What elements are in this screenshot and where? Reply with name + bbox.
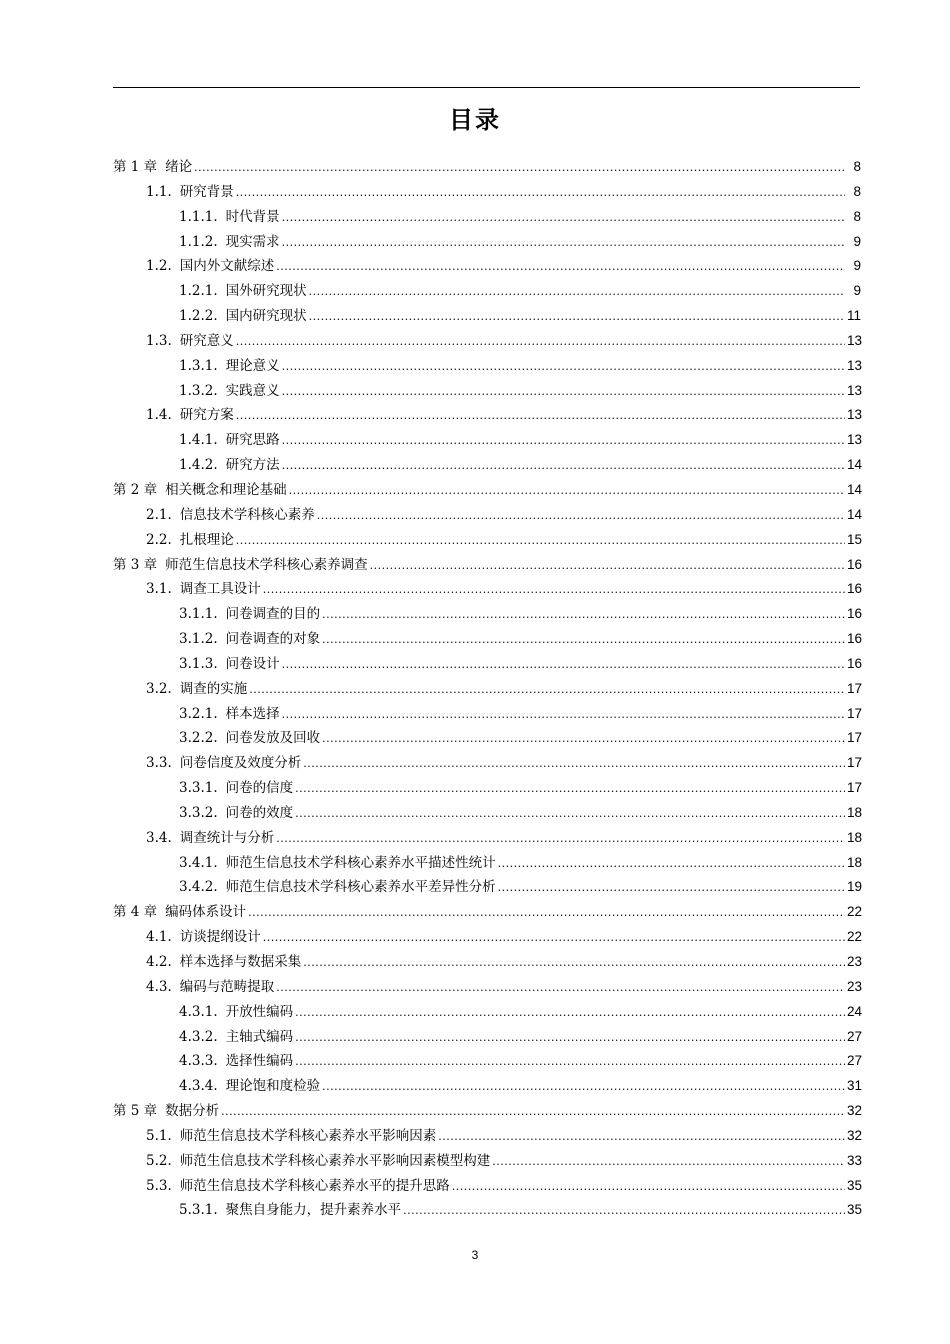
toc-entry-title: 师范生信息技术学科核心素养水平影响因素 xyxy=(179,1127,437,1144)
toc-entry-number: 第 1 章 xyxy=(113,159,158,175)
toc-entry-1[interactable] xyxy=(113,155,861,180)
toc-entry-4-3-2[interactable] xyxy=(113,1025,861,1050)
toc-entry-title: 师范生信息技术学科核心素养水平影响因素模型构建 xyxy=(179,1152,491,1169)
toc-entry-1-3-2[interactable] xyxy=(113,379,861,404)
dot-leader xyxy=(282,454,845,479)
toc-entry-page: 13 xyxy=(847,332,863,348)
dot-leader xyxy=(322,628,845,653)
toc-entry-page: 18 xyxy=(847,804,863,820)
toc-entry-4-3-1[interactable] xyxy=(113,1000,861,1025)
dot-leader xyxy=(295,802,845,827)
dot-leader xyxy=(295,1026,845,1051)
dot-leader xyxy=(249,678,845,703)
dot-leader xyxy=(317,504,845,529)
toc-entry-page: 31 xyxy=(847,1078,863,1094)
dot-leader xyxy=(295,1001,845,1026)
toc-entry-number: 2.2. xyxy=(146,531,172,548)
toc-entry-page: 9 xyxy=(853,233,861,249)
toc-entry-title: 理论饱和度检验 xyxy=(225,1078,321,1095)
toc-entry-title: 样本选择 xyxy=(225,705,280,722)
dot-leader xyxy=(248,901,845,926)
toc-entry-page: 19 xyxy=(847,879,863,895)
toc-entry-page: 8 xyxy=(853,183,861,199)
toc-entry-number: 3.3.1. xyxy=(179,780,218,797)
dot-leader xyxy=(236,330,845,355)
dot-leader xyxy=(303,951,845,976)
toc-entry-number: 4.2. xyxy=(146,954,172,970)
dot-leader xyxy=(282,355,845,380)
toc-entry-title: 问卷调查的对象 xyxy=(225,631,321,648)
dot-leader xyxy=(295,1050,845,1075)
toc-entry-page: 23 xyxy=(847,978,863,994)
toc-entry-page: 8 xyxy=(853,208,861,224)
toc-entry-page: 32 xyxy=(847,1127,863,1143)
dot-leader xyxy=(309,280,845,305)
toc-entry-3-2-2[interactable] xyxy=(113,726,861,751)
toc-entry-title: 问卷的信度 xyxy=(225,780,294,797)
dot-leader xyxy=(236,181,845,206)
toc-entry-number: 第 4 章 xyxy=(113,904,158,921)
toc-entry-page: 13 xyxy=(847,357,863,373)
toc-entry-1-3[interactable] xyxy=(113,329,861,354)
toc-entry-number: 第 3 章 xyxy=(113,556,158,573)
toc-entry-number: 4.3.1. xyxy=(179,1003,218,1020)
dot-leader xyxy=(221,1100,845,1125)
toc-entry-3[interactable] xyxy=(113,553,861,578)
toc-entry-page: 27 xyxy=(847,1053,863,1069)
toc-entry-title: 国外研究现状 xyxy=(225,283,307,300)
toc-entry-number: 4.3.2. xyxy=(179,1028,218,1045)
toc-entry-1-2-2[interactable] xyxy=(113,304,861,329)
toc-entry-number: 第 2 章 xyxy=(113,481,158,498)
toc-entry-number: 3.4. xyxy=(146,829,172,846)
toc-entry-page: 22 xyxy=(847,904,863,920)
dot-leader xyxy=(263,578,845,603)
dot-leader xyxy=(236,404,845,429)
toc-entry-title: 访谈提纲设计 xyxy=(179,929,261,946)
toc-entry-page: 15 xyxy=(847,531,863,547)
toc-entry-title: 师范生信息技术学科核心素养水平描述性统计 xyxy=(225,854,496,871)
toc-entry-page: 17 xyxy=(847,705,863,721)
toc-entry-1-1-1[interactable] xyxy=(113,205,861,230)
toc-entry-page: 16 xyxy=(847,606,863,622)
dot-leader xyxy=(282,429,845,454)
toc-entry-page: 13 xyxy=(847,432,863,448)
toc-entry-number: 3.1. xyxy=(146,581,172,598)
toc-entry-title: 时代背景 xyxy=(225,208,280,225)
toc-entry-page: 13 xyxy=(847,382,863,398)
toc-entry-title: 理论意义 xyxy=(225,357,280,374)
dot-leader xyxy=(276,976,845,1001)
dot-leader xyxy=(322,1075,845,1100)
toc-entry-number: 3.3. xyxy=(146,755,172,772)
toc-entry-title: 主轴式编码 xyxy=(225,1028,294,1045)
toc-entry-number: 2.1. xyxy=(146,506,172,523)
toc-entry-3-3[interactable] xyxy=(113,751,861,776)
toc-entry-3-2[interactable] xyxy=(113,677,861,702)
toc-entry-number: 5.1. xyxy=(146,1127,172,1144)
toc-entry-2-1[interactable] xyxy=(113,503,861,528)
toc-entry-number: 1.3.2. xyxy=(179,382,218,399)
toc-entry-page: 16 xyxy=(847,581,863,597)
toc-entry-title: 现实需求 xyxy=(225,233,280,250)
toc-entry-number: 3.4.1. xyxy=(179,854,218,871)
toc-entry-1-2[interactable] xyxy=(113,254,861,279)
toc-entry-title: 问卷调查的目的 xyxy=(225,606,321,623)
toc-entry-number: 1.3.1. xyxy=(179,357,218,374)
toc-entry-3-1[interactable] xyxy=(113,577,861,602)
toc-entry-page: 8 xyxy=(853,159,861,174)
dot-leader xyxy=(295,777,845,802)
page-number: 3 xyxy=(471,1248,479,1262)
toc-entry-page: 17 xyxy=(847,755,863,771)
toc-entry-page: 11 xyxy=(847,308,862,324)
toc-entry-number: 4.3. xyxy=(146,978,172,995)
dot-leader xyxy=(282,703,845,728)
toc-entry-number: 5.3. xyxy=(146,1177,172,1194)
toc-entry-number: 3.2. xyxy=(146,680,172,697)
dot-leader xyxy=(452,1175,845,1200)
toc-entry-5-1[interactable] xyxy=(113,1124,861,1149)
toc-entry-page: 17 xyxy=(847,730,863,746)
toc-entry-title: 选择性编码 xyxy=(225,1053,294,1070)
toc-entry-title: 编码与范畴提取 xyxy=(179,978,275,995)
dot-leader xyxy=(303,752,845,777)
toc-entry-title: 相关概念和理论基础 xyxy=(165,481,287,498)
toc-entry-page: 13 xyxy=(847,407,863,423)
toc-entry-number: 第 5 章 xyxy=(113,1103,158,1120)
toc-entry-4-3[interactable] xyxy=(113,975,861,1000)
dot-leader xyxy=(498,876,845,901)
toc-entry-number: 4.3.3. xyxy=(179,1053,218,1070)
toc-entry-number: 1.2.2. xyxy=(179,308,218,325)
dot-leader xyxy=(263,926,845,951)
dot-leader xyxy=(282,653,845,678)
toc-entry-title: 师范生信息技术学科核心素养水平差异性分析 xyxy=(225,879,496,896)
toc-entry-page: 16 xyxy=(847,655,863,671)
toc-entry-title: 国内研究现状 xyxy=(225,308,307,325)
toc-entry-number: 4.1. xyxy=(146,929,172,946)
toc-entry-2[interactable] xyxy=(113,478,861,503)
toc-entry-number: 1.4.1. xyxy=(179,432,218,449)
toc-entry-page: 23 xyxy=(847,954,863,969)
toc-entry-number: 1.2. xyxy=(146,258,172,275)
toc-entry-title: 调查工具设计 xyxy=(179,581,261,598)
toc-entry-1-3-1[interactable] xyxy=(113,354,861,379)
dot-leader xyxy=(236,529,845,554)
dot-leader xyxy=(492,1150,845,1175)
toc-entry-page: 24 xyxy=(847,1003,863,1019)
toc-entry-4[interactable] xyxy=(113,900,861,925)
toc-entry-title: 师范生信息技术学科核心素养水平的提升思路 xyxy=(179,1177,450,1194)
toc-title: 目录 xyxy=(449,106,501,134)
toc-entry-number: 1.2.1. xyxy=(179,283,218,300)
toc-entry-title: 调查统计与分析 xyxy=(179,829,275,846)
toc-entry-5-3-1[interactable] xyxy=(113,1198,861,1223)
toc-entry-page: 18 xyxy=(847,854,863,870)
toc-entry-title: 实践意义 xyxy=(225,382,280,399)
toc-entry-3-3-2[interactable] xyxy=(113,801,861,826)
toc-entry-1-4-2[interactable] xyxy=(113,453,861,478)
dot-leader xyxy=(276,827,845,852)
toc-entry-title: 样本选择与数据采集 xyxy=(179,954,302,970)
dot-leader xyxy=(194,156,845,181)
toc-entry-title: 问卷发放及回收 xyxy=(225,730,321,747)
dot-leader xyxy=(309,305,845,330)
dot-leader xyxy=(322,727,845,752)
toc-entry-page: 18 xyxy=(847,829,863,845)
toc-entry-page: 35 xyxy=(847,1202,863,1218)
header-rule xyxy=(113,87,860,88)
toc-entry-title: 问卷的效度 xyxy=(225,804,294,821)
toc-entry-page: 16 xyxy=(847,556,863,572)
toc-entry-number: 1.1. xyxy=(146,183,172,200)
dot-leader xyxy=(322,603,845,628)
toc-entry-title: 聚焦自身能力，提升素养水平 xyxy=(225,1202,402,1219)
toc-entry-title: 研究背景 xyxy=(179,183,234,200)
toc-entry-number: 3.1.3. xyxy=(179,655,218,672)
toc-entry-page: 17 xyxy=(847,680,863,696)
toc-entry-title: 绪论 xyxy=(165,159,193,175)
toc-entry-number: 1.3. xyxy=(146,332,172,349)
toc-entry-title: 问卷信度及效度分析 xyxy=(179,755,302,772)
toc-entry-title: 数据分析 xyxy=(165,1103,220,1120)
toc-entry-page: 16 xyxy=(847,631,863,647)
toc-entry-number: 1.1.2. xyxy=(179,233,218,250)
dot-leader xyxy=(403,1199,845,1224)
dot-leader xyxy=(498,852,845,877)
toc-entry-number: 1.4.2. xyxy=(179,457,218,474)
toc-entry-3-2-1[interactable] xyxy=(113,702,861,727)
toc-entry-number: 3.4.2. xyxy=(179,879,218,896)
toc-entry-title: 研究意义 xyxy=(179,332,234,349)
toc-entry-title: 问卷设计 xyxy=(225,655,280,672)
toc-entry-5-3[interactable] xyxy=(113,1174,861,1199)
toc-entry-1-4[interactable] xyxy=(113,403,861,428)
toc-entry-1-1-2[interactable] xyxy=(113,230,861,255)
toc-entry-page: 17 xyxy=(847,780,863,796)
toc-entry-number: 3.2.2. xyxy=(179,730,218,747)
toc-entry-4-1[interactable] xyxy=(113,925,861,950)
toc-entry-3-4-2[interactable] xyxy=(113,875,861,900)
toc-entry-number: 1.1.1. xyxy=(179,208,218,225)
table-of-contents xyxy=(113,155,861,1223)
toc-entry-3-3-1[interactable] xyxy=(113,776,861,801)
toc-entry-1-4-1[interactable] xyxy=(113,428,861,453)
toc-entry-title: 信息技术学科核心素养 xyxy=(179,506,315,523)
toc-entry-page: 22 xyxy=(847,929,863,945)
toc-entry-number: 3.3.2. xyxy=(179,804,218,821)
dot-leader xyxy=(289,479,845,504)
toc-entry-page: 14 xyxy=(847,481,863,497)
dot-leader xyxy=(276,255,845,280)
toc-entry-3-4-1[interactable] xyxy=(113,851,861,876)
toc-entry-3-1-2[interactable] xyxy=(113,627,861,652)
toc-entry-5[interactable] xyxy=(113,1099,861,1124)
toc-entry-3-1-1[interactable] xyxy=(113,602,861,627)
toc-entry-title: 开放性编码 xyxy=(225,1003,294,1020)
toc-entry-number: 3.2.1. xyxy=(179,705,218,722)
toc-entry-page: 32 xyxy=(847,1103,863,1119)
toc-entry-number: 5.2. xyxy=(146,1152,172,1169)
toc-entry-page: 35 xyxy=(847,1177,863,1193)
toc-entry-4-3-3[interactable] xyxy=(113,1049,861,1074)
toc-entry-number: 3.1.2. xyxy=(179,631,218,648)
toc-entry-page: 27 xyxy=(847,1028,863,1044)
toc-entry-title: 编码体系设计 xyxy=(165,904,247,921)
toc-entry-4-2[interactable] xyxy=(113,950,861,975)
toc-entry-number: 3.1.1. xyxy=(179,606,218,623)
toc-entry-title: 研究思路 xyxy=(225,432,280,449)
toc-entry-4-3-4[interactable] xyxy=(113,1074,861,1099)
toc-entry-page: 9 xyxy=(853,258,861,274)
toc-entry-page: 9 xyxy=(853,283,861,299)
dot-leader xyxy=(282,206,845,231)
toc-entry-number: 4.3.4. xyxy=(179,1078,218,1095)
toc-entry-3-4[interactable] xyxy=(113,826,861,851)
toc-entry-title: 调查的实施 xyxy=(179,680,248,697)
toc-entry-page: 33 xyxy=(847,1152,863,1168)
toc-entry-2-2[interactable] xyxy=(113,528,861,553)
toc-entry-number: 1.4. xyxy=(146,407,172,424)
toc-entry-1-2-1[interactable] xyxy=(113,279,861,304)
toc-entry-page: 14 xyxy=(847,457,863,473)
dot-leader xyxy=(282,380,845,405)
toc-entry-3-1-3[interactable] xyxy=(113,652,861,677)
toc-entry-title: 师范生信息技术学科核心素养调查 xyxy=(165,556,368,573)
dot-leader xyxy=(370,554,845,579)
toc-entry-5-2[interactable] xyxy=(113,1149,861,1174)
toc-entry-title: 研究方案 xyxy=(179,407,234,424)
dot-leader xyxy=(438,1125,845,1150)
toc-entry-number: 5.3.1. xyxy=(179,1202,218,1219)
toc-entry-title: 国内外文献综述 xyxy=(179,258,275,275)
toc-entry-page: 14 xyxy=(847,506,863,522)
toc-entry-title: 研究方法 xyxy=(225,457,280,474)
toc-entry-title: 扎根理论 xyxy=(179,531,234,548)
toc-entry-1-1[interactable] xyxy=(113,180,861,205)
dot-leader xyxy=(282,231,845,256)
